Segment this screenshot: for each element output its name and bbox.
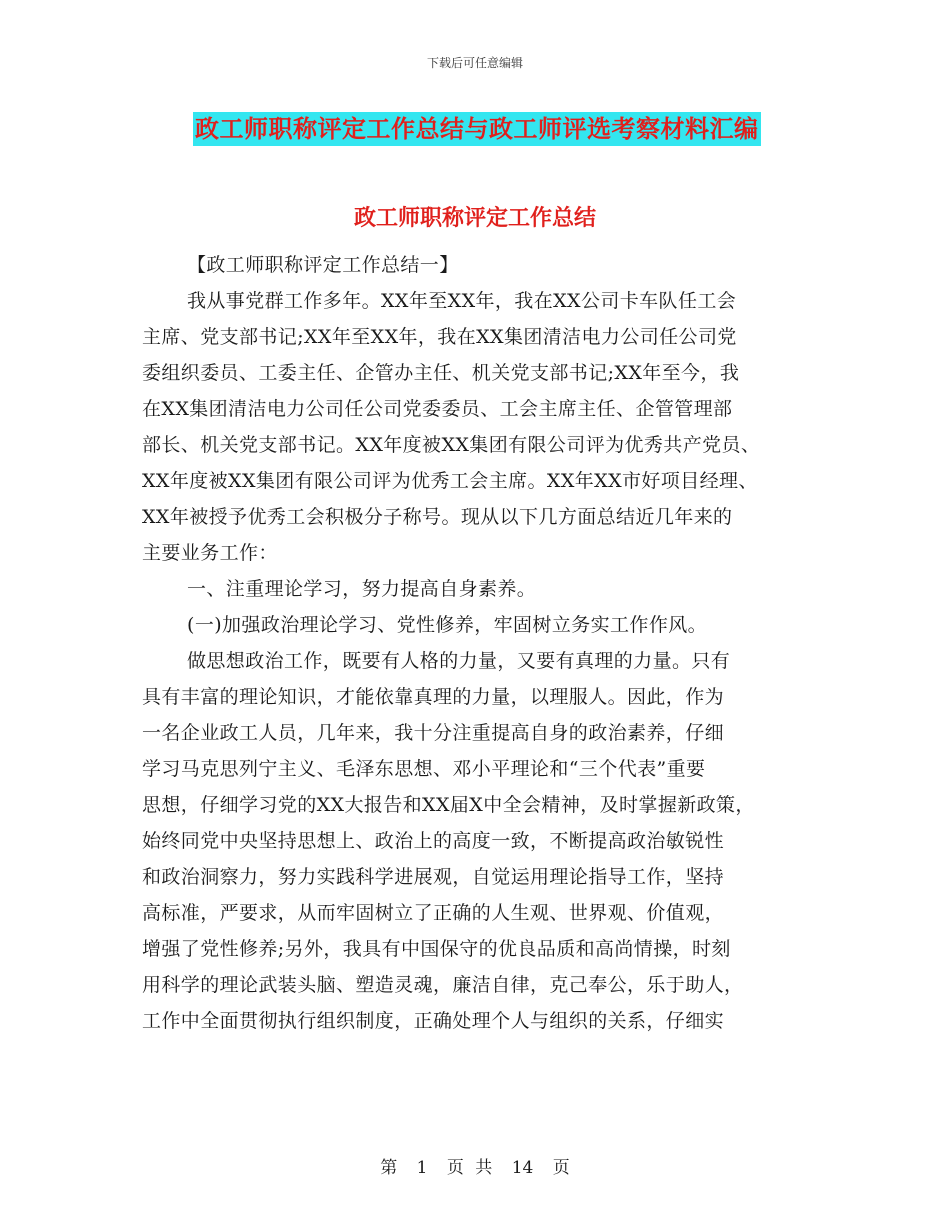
body-line: 用科学的理论武装头脑、塑造灵魂，廉洁自律，克己奉公，乐于助人， [142,974,744,996]
section-title: 政工师职称评定工作总结 [353,205,596,231]
body-line: 我从事党群工作多年。XX年至XX年，我在XX公司卡车队任工会 [187,290,737,312]
page-label-mid: 页 共 [446,1158,493,1178]
body-line: 委组织委员、工委主任、企管办主任、机关党支部书记;XX年至今，我 [142,362,740,384]
header-note: 下载后可任意编辑 [426,56,523,70]
body-line: 工作中全面贯彻执行组织制度，正确处理个人与组织的关系，仔细实 [142,1010,725,1032]
body-line: 具有丰富的理论知识，才能依靠真理的力量，以理服人。因此，作为 [142,686,725,708]
body-line: (一)加强政治理论学习、党性修养，牢固树立务实工作作风。 [187,614,708,636]
current-page-number: 1 [416,1158,428,1178]
document-main-title: 政工师职称评定工作总结与政工师评选考察材料汇编 [193,112,761,146]
page-footer [0,1153,950,1178]
body-line: 【政工师职称评定工作总结一】 [187,254,459,276]
body-line: 在XX集团清洁电力公司任公司党委委员、工会主席主任、企管管理部 [142,398,733,420]
body-line: XX年度被XX集团有限公司评为优秀工会主席。XX年XX市好项目经理、 [142,470,758,492]
total-pages-number: 14 [511,1158,534,1178]
body-line: 思想，仔细学习党的XX大报告和XX届X中全会精神，及时掌握新政策， [142,794,755,816]
body-line: 增强了党性修养;另外，我具有中国保守的优良品质和高尚情操，时刻 [142,938,731,960]
page-label-prefix: 第 [380,1158,398,1178]
body-line: 主要业务工作： [142,542,278,564]
body-line: 一、注重理论学习，努力提高自身素养。 [187,578,537,600]
body-line: 一名企业政工人员，几年来，我十分注重提高自身的政治素养，仔细 [142,722,725,744]
body-line: 高标准，严要求，从而牢固树立了正确的人生观、世界观、价值观， [142,902,725,924]
body-line: 主席、党支部书记;XX年至XX年，我在XX集团清洁电力公司任公司党 [142,326,737,348]
body-line: 做思想政治工作，既要有人格的力量，又要有真理的力量。只有 [187,650,731,672]
body-line: 始终同党中央坚持思想上、政治上的高度一致，不断提高政治敏锐性 [142,830,725,852]
body-line: 和政治洞察力，努力实践科学进展观，自觉运用理论指导工作，坚持 [142,866,725,888]
body-line: 学习马克思列宁主义、毛泽东思想、邓小平理论和“三个代表”重要 [142,758,706,780]
body-line: XX年被授予优秀工会积极分子称号。现从以下几方面总结近几年来的 [142,506,733,528]
document-body [142,247,832,1039]
body-line: 部长、机关党支部书记。XX年度被XX集团有限公司评为优秀共产党员、 [142,434,761,456]
page-label-suffix: 页 [552,1158,570,1178]
